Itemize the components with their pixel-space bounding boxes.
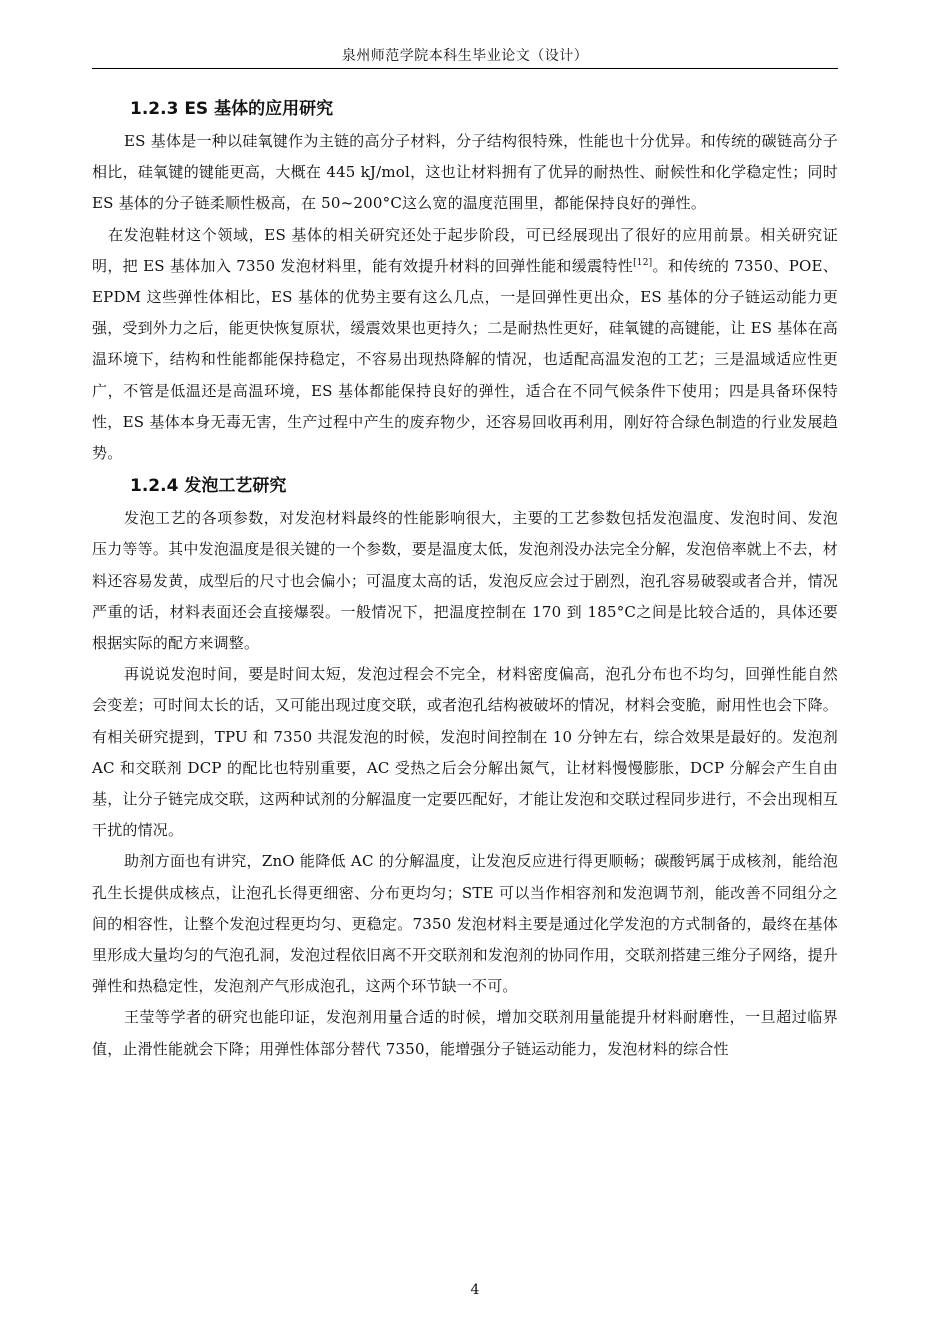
section-heading-1-2-4: 1.2.4 发泡工艺研究 bbox=[130, 476, 287, 497]
citation-ref: [12] bbox=[633, 257, 653, 268]
page-number: 4 bbox=[470, 1282, 480, 1298]
running-header: 泉州师范学院本科生毕业论文（设计） bbox=[341, 48, 589, 64]
paragraph-text: 在发泡鞋材这个领域，ES 基体的相关研究还处于起步阶段，可已经展现出了很好的应用前景。相关研究证明，把 ES 基体加入 7350 发泡材料里，能有效提升材料的回弹性能和缓震特性 bbox=[92, 225, 838, 275]
paragraph: 发泡工艺的各项参数，对发泡材料最终的性能影响很大，主要的工艺参数包括发泡温度、发泡时间、发泡压力等等。其中发泡温度是很关键的一个参数，要是温度太低，发泡剂没办法完全分解，发泡倍率就上不去，材料还容易发黄，成型后的尺寸也会偏小；可温度太高的话，发泡反应会过于剧烈，泡孔容易破裂或者合并，情况严重的话，材料表面还会直接爆裂。一般情况下，把温度控制在 170 到 185°C之间是比较合适的，具体还要根据实际的配方来调整。 bbox=[92, 509, 838, 653]
header-rule bbox=[92, 68, 838, 69]
paragraph: 王莹等学者的研究也能印证，发泡剂用量合适的时候，增加交联剂用量能提升材料耐磨性，一旦超过临界值，止滑性能就会下降；用弹性体部分替代 7350，能增强分子链运动能力，发泡材料的综合性 bbox=[92, 1008, 838, 1058]
paragraph-with-citation bbox=[92, 220, 838, 470]
paragraph: ES 基体是一种以硅氧键作为主链的高分子材料，分子结构很特殊，性能也十分优异。和传统的碳链高分子相比，硅氧键的键能更高，大概在 445 kJ/mol，这也让材料拥有了优异的耐热性、耐候性和化学稳定性；同时 ES 基体的分子链柔顺性极高，在 50~200°C这么宽的温度范围里，都能保持良好的弹性。 bbox=[92, 132, 838, 213]
page-body bbox=[92, 92, 838, 1065]
paragraph: 再说说发泡时间，要是时间太短，发泡过程会不完全，材料密度偏高，泡孔分布也不均匀，回弹性能自然会变差；可时间太长的话，又可能出现过度交联，或者泡孔结构被破坏的情况，材料会变脆，耐用性也会下降。有相关研究提到，TPU 和 7350 共混发泡的时候，发泡时间控制在 10 分钟左右，综合效果是最好的。发泡剂 AC 和交联剂 DCP 的配比也特别重要，AC 受热之后会分解出氮气，让材料慢慢膨胀，DCP 分解会产生自由基，让分子链完成交联，这两种试剂的分解温度一定要匹配好，才能让发泡和交联过程同步进行，不会出现相互干扰的情况。 bbox=[92, 665, 838, 840]
section-heading-1-2-3: 1.2.3 ES 基体的应用研究 bbox=[130, 99, 334, 119]
paragraph: 助剂方面也有讲究，ZnO 能降低 AC 的分解温度，让发泡反应进行得更顺畅；碳酸钙属于成核剂，能给泡孔生长提供成核点，让泡孔长得更细密、分布更均匀；STE 可以当作相容剂和发泡调节剂，能改善不同组分之间的相容性，让整个发泡过程更均匀、更稳定。7350 发泡材料主要是通过化学发泡的方式制备的，最终在基体里形成大量均匀的气泡孔洞，发泡过程依旧离不开交联剂和发泡剂的协同作用，交联剂搭建三维分子网络，提升弹性和热稳定性，发泡剂产气形成泡孔，这两个环节缺一不可。 bbox=[92, 852, 838, 996]
paragraph-text: 。和传统的 7350、POE、EPDM 这些弹性体相比，ES 基体的优势主要有这么几点，一是回弹性更出众，ES 基体的分子链运动能力更强，受到外力之后，能更快恢复原状，缓震效果也更持久；二是耐热性更好，硅氧键的高键能，让 ES 基体在高温环境下，结构和性能都能保持稳定，不容易出现热降解的情况，也适配高温发泡的工艺；三是温域适应性更广，不管是低温还是高温环境，ES 基体都能保持良好的弹性，适合在不同气候条件下使用；四是具备环保特性，ES 基体本身无毒无害，生产过程中产生的废弃物少，还容易回收再利用，刚好符合绿色制造的行业发展趋势。 bbox=[92, 256, 838, 463]
